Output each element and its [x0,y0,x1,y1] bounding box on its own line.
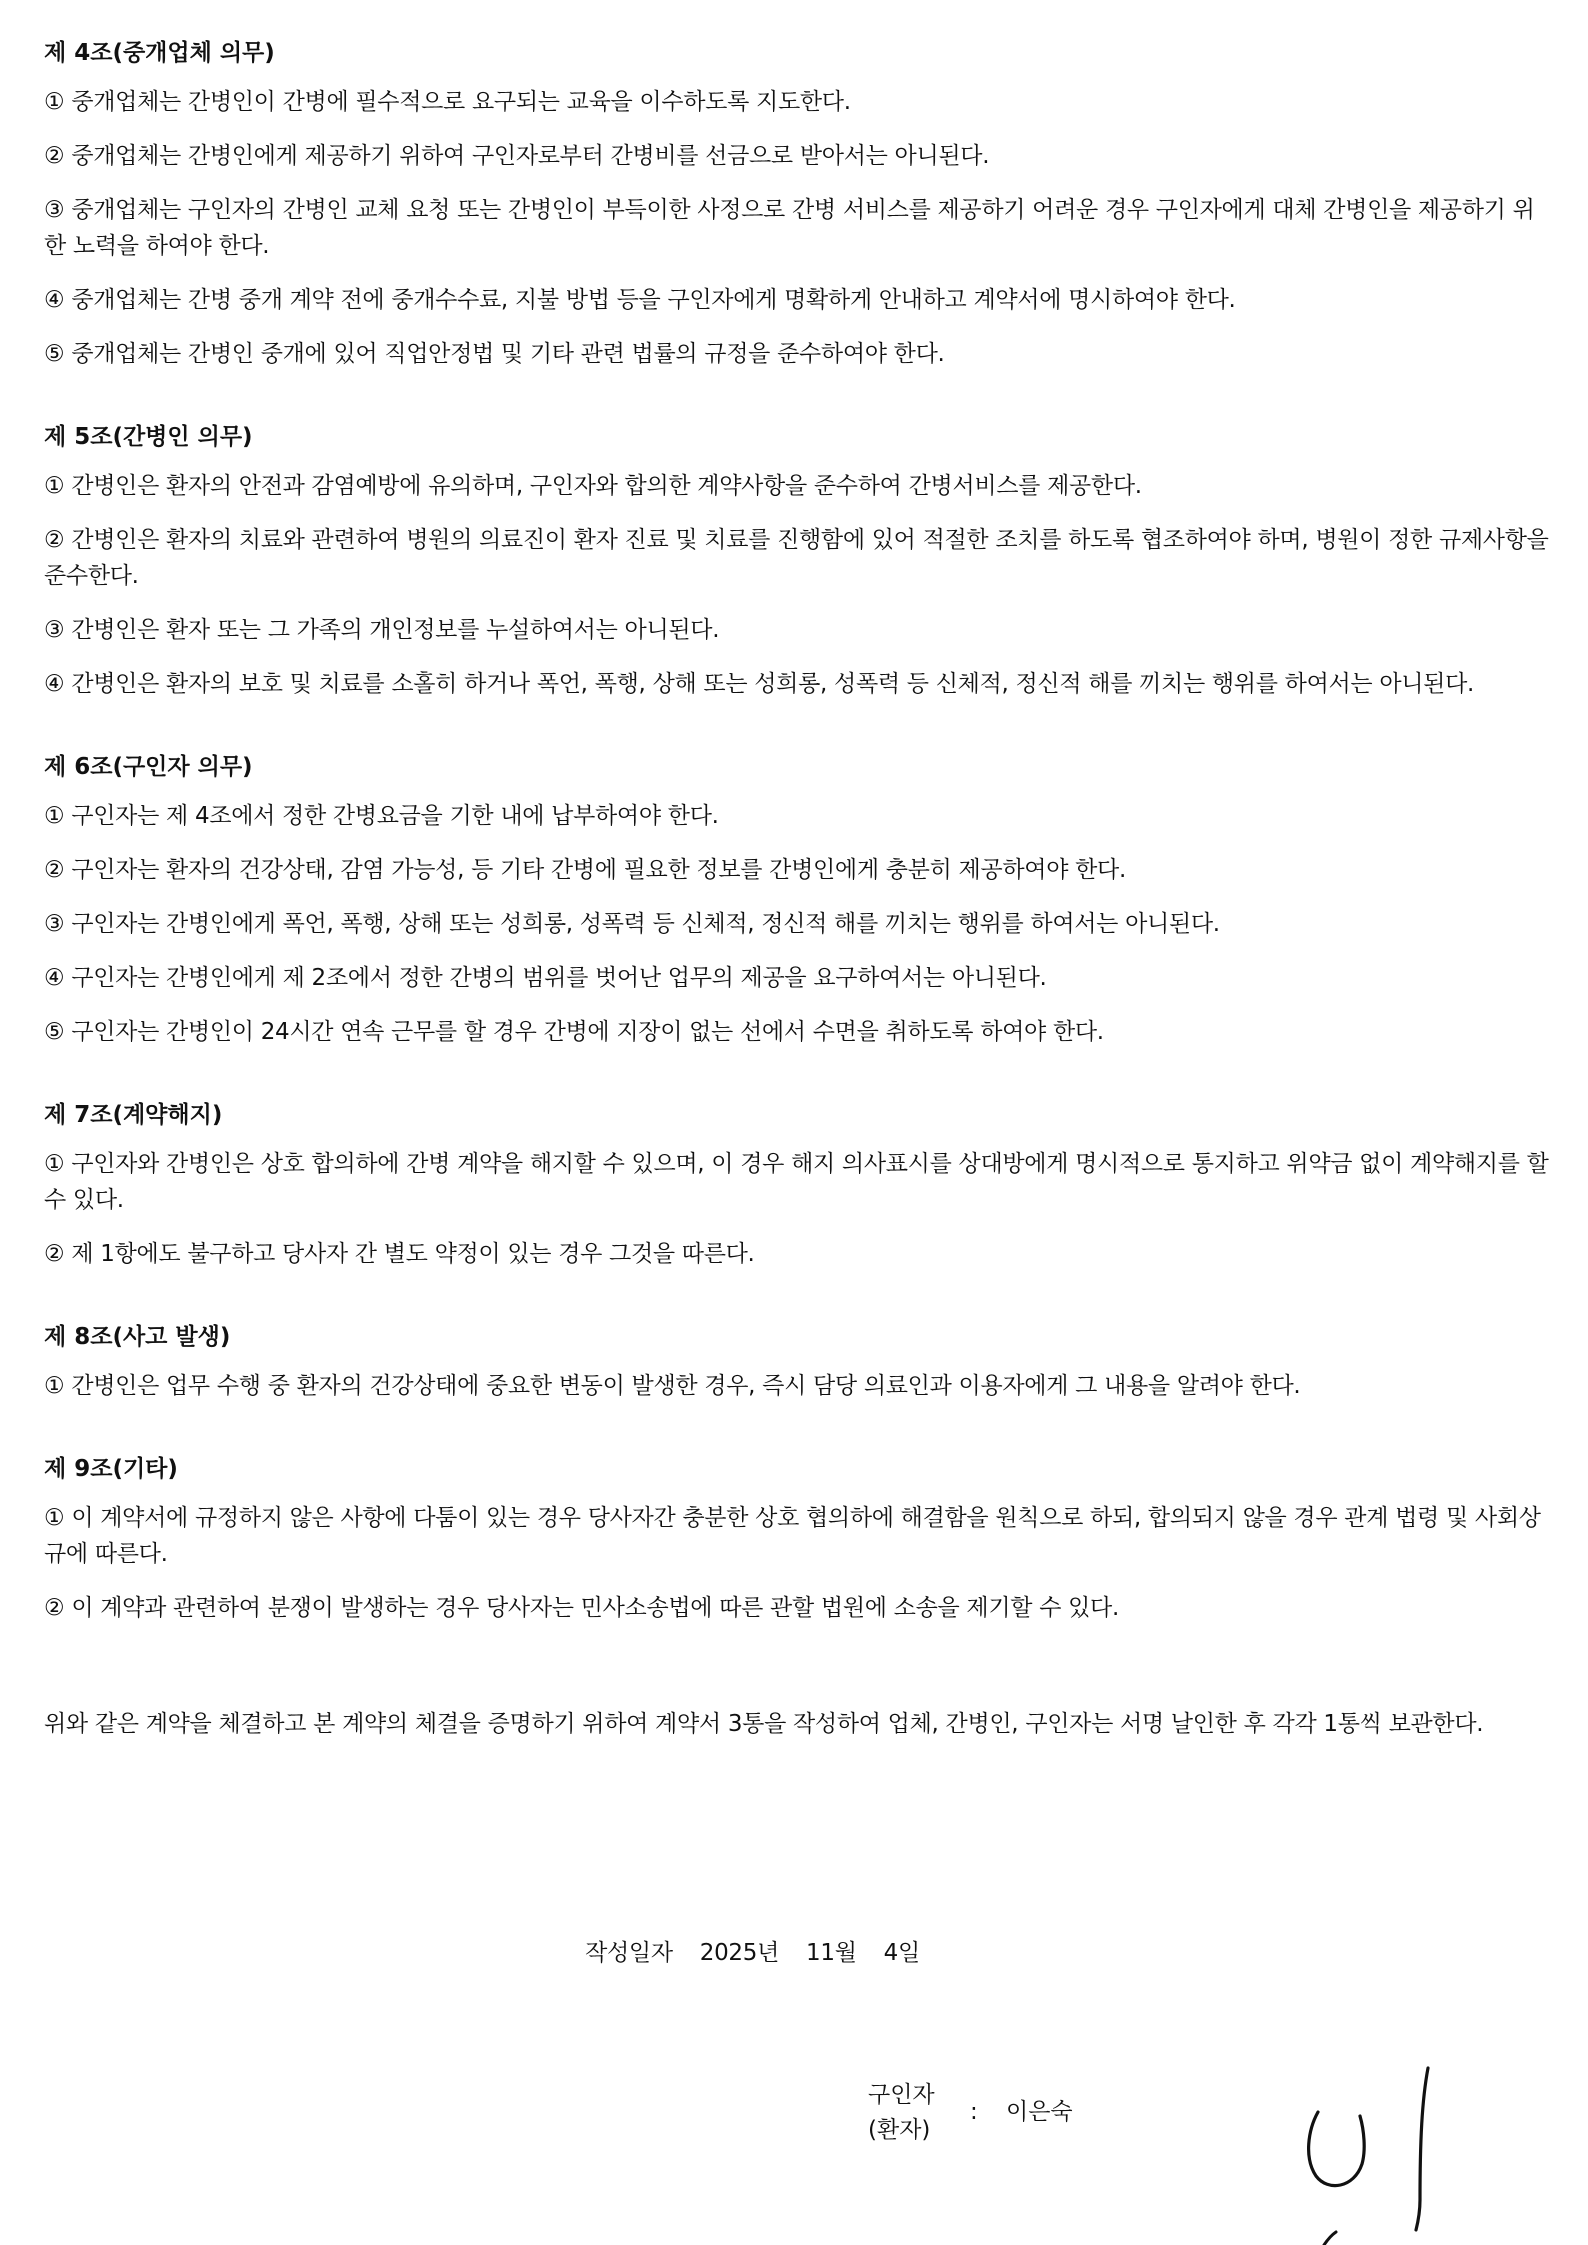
signatory-colon: : [970,2099,978,2125]
closing-statement: 위와 같은 계약을 체결하고 본 계약의 체결을 증명하기 위하여 계약서 3통을 작성하여 업체, 간병인, 구인자는 서명 날인한 후 각각 1통씩 보관한다. [44,1711,1484,1737]
clause: ② 이 계약과 관련하여 분쟁이 발생하는 경우 당사자는 민사소송법에 따른 관할 법원에 소송을 제기할 수 있다. [44,1595,1119,1621]
date-month: 11월 [806,1940,857,1966]
handwritten-signature-icon [1290,2060,1450,2245]
article-title: 제 4조(중개업체 의무) [44,40,275,66]
article-4 [44,36,1549,372]
clause: ⑤ 중개업체는 간병인 중개에 있어 직업안정법 및 기타 관련 법률의 규정을 준수하여야 한다. [44,341,945,367]
clause: ① 중개업체는 간병인이 간병에 필수적으로 요구되는 교육을 이수하도록 지도한다. [44,89,851,115]
signatory-label-line2: (환자) [868,2117,931,2143]
date-day: 4일 [883,1940,920,1966]
clause: ① 간병인은 환자의 안전과 감염예방에 유의하며, 구인자와 합의한 계약사항을 준수하여 간병서비스를 제공한다. [44,473,1142,499]
article-title: 제 5조(간병인 의무) [44,424,253,450]
clause: ② 제 1항에도 불구하고 당사자 간 별도 약정이 있는 경우 그것을 따른다. [44,1241,755,1267]
clause: ① 구인자와 간병인은 상호 합의하에 간병 계약을 해지할 수 있으며, 이 경우 해지 의사표시를 상대방에게 명시적으로 통지하고 위약금 없이 계약해지를 할 수 있다. [44,1151,1549,1213]
signatory-label [868,2078,958,2148]
clause: ④ 구인자는 간병인에게 제 2조에서 정한 간병의 범위를 벗어난 업무의 제공을 요구하여서는 아니된다. [44,965,1047,991]
clause: ① 구인자는 제 4조에서 정한 간병요금을 기한 내에 납부하여야 한다. [44,803,719,829]
clause: ⑤ 구인자는 간병인이 24시간 연속 근무를 할 경우 간병에 지장이 없는 선에서 수면을 취하도록 하여야 한다. [44,1019,1104,1045]
date-year: 2025년 [699,1940,780,1966]
date-line [0,1935,1505,1971]
article-7 [44,1098,1549,1272]
clause: ④ 중개업체는 간병 중개 계약 전에 중개수수료, 지불 방법 등을 구인자에게 명확하게 안내하고 계약서에 명시하여야 한다. [44,287,1236,313]
clause: ② 중개업체는 간병인에게 제공하기 위하여 구인자로부터 간병비를 선금으로 받아서는 아니된다. [44,143,990,169]
article-9 [44,1452,1549,1626]
article-8 [44,1320,1549,1404]
article-title: 제 6조(구인자 의무) [44,754,253,780]
clause: ③ 간병인은 환자 또는 그 가족의 개인정보를 누설하여서는 아니된다. [44,617,720,643]
signatory-label-line1: 구인자 [868,2082,935,2108]
clause: ④ 간병인은 환자의 보호 및 치료를 소홀히 하거나 폭언, 폭행, 상해 또는 성희롱, 성폭력 등 신체적, 정신적 해를 끼치는 행위를 하여서는 아니된다. [44,671,1475,697]
article-5 [44,420,1549,702]
clause: ① 간병인은 업무 수행 중 환자의 건강상태에 중요한 변동이 발생한 경우, 즉시 담당 의료인과 이용자에게 그 내용을 알려야 한다. [44,1373,1301,1399]
clause: ③ 중개업체는 구인자의 간병인 교체 요청 또는 간병인이 부득이한 사정으로 간병 서비스를 제공하기 어려운 경우 구인자에게 대체 간병인을 제공하기 위한 노력을 하여야 한다. [44,197,1535,259]
clause: ② 구인자는 환자의 건강상태, 감염 가능성, 등 기타 간병에 필요한 정보를 간병인에게 충분히 제공하여야 한다. [44,857,1126,883]
date-label: 작성일자 [585,1940,673,1966]
article-6 [44,750,1549,1050]
clause: ① 이 계약서에 규정하지 않은 사항에 다툼이 있는 경우 당사자간 충분한 상호 협의하에 해결함을 원칙으로 하되, 합의되지 않을 경우 관계 법령 및 사회상규에 따른다. [44,1505,1541,1567]
contract-page [44,36,1549,1765]
article-title: 제 7조(계약해지) [44,1102,223,1128]
article-title: 제 9조(기타) [44,1456,178,1482]
clause: ③ 구인자는 간병인에게 폭언, 폭행, 상해 또는 성희롱, 성폭력 등 신체적, 정신적 해를 끼치는 행위를 하여서는 아니된다. [44,911,1220,937]
clause: ② 간병인은 환자의 치료와 관련하여 병원의 의료진이 환자 진료 및 치료를 진행함에 있어 적절한 조치를 하도록 협조하여야 하며, 병원이 정한 규제사항을 준수한다. [44,527,1549,589]
article-title: 제 8조(사고 발생) [44,1324,231,1350]
signatory-name: 이은숙 [1006,2099,1073,2125]
